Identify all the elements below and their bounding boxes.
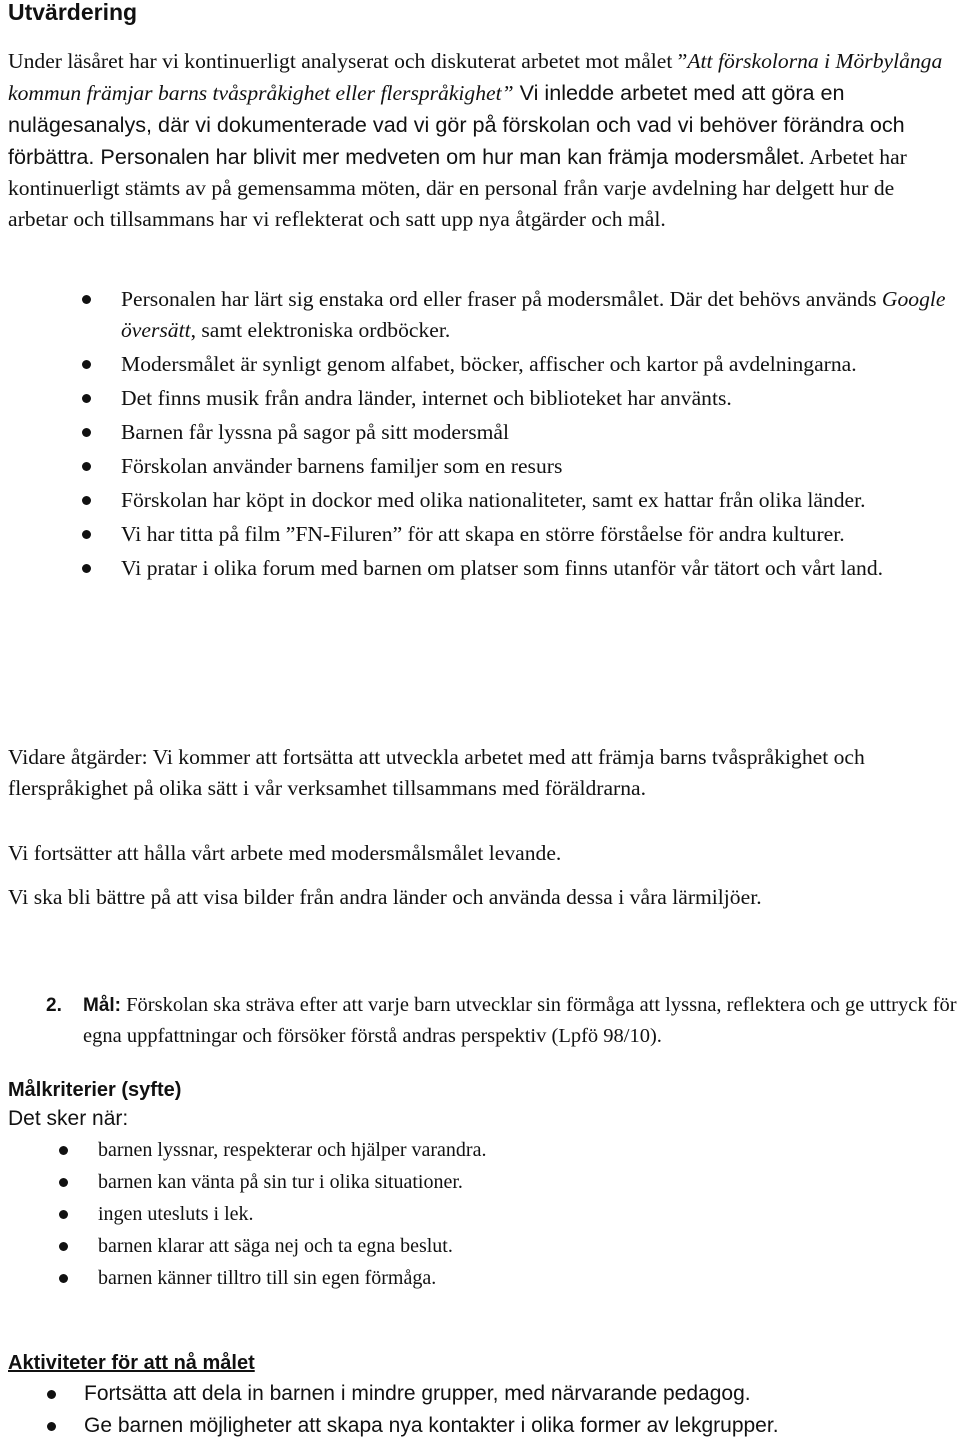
list-item: barnen känner tilltro till sin egen förmåga.: [0, 1262, 960, 1294]
intro-text-end: Arbetet har kontinuerligt stämts av på gemensamma möten, där en personal från varje avdelning har delgett hur de arbetar och tillsammans har vi reflekterat och satt upp nya åtgärder och mål.: [8, 145, 907, 231]
list-item: [0, 284, 960, 346]
intro-paragraph: [8, 46, 958, 235]
section-title: Utvärdering: [8, 0, 138, 25]
goal-item: [46, 990, 958, 1052]
list-item: Modersmålet är synligt genom alfabet, böcker, affischer och kartor på avdelningarna.: [0, 349, 960, 380]
list-item: Ge barnen möjligheter att skapa nya kontakter i olika former av lekgrupper.: [0, 1410, 960, 1442]
list-item: Vi pratar i olika forum med barnen om platser som finns utanför vår tätort och vårt land.: [0, 553, 960, 584]
list-item: Förskolan har köpt in dockor med olika nationaliteter, samt ex hattar från olika länder.: [0, 485, 960, 516]
list-item: barnen lyssnar, respekterar och hjälper varandra.: [0, 1134, 960, 1166]
list-item-text: Personalen har lärt sig enstaka ord eller fraser på modersmålet. Där det behövs används: [121, 287, 882, 311]
list-item-text: , samt elektroniska ordböcker.: [190, 318, 451, 342]
list-item: barnen klarar att säga nej och ta egna beslut.: [0, 1230, 960, 1262]
goal-text: [46, 990, 958, 1052]
list-item: ingen utesluts i lek.: [0, 1198, 960, 1230]
intro-text-start: Under läsåret har vi kontinuerligt analyserat och diskuterat arbetet mot målet ”: [8, 49, 688, 73]
criteria-heading: Målkriterier (syfte): [8, 1079, 182, 1101]
list-item: Fortsätta att dela in barnen i mindre grupper, med närvarande pedagog.: [0, 1378, 960, 1410]
activities-list: [0, 1378, 960, 1442]
intro-text-middle: Vi inledde arbetet med att göra en nulägesanalys, där vi dokumenterade vad vi gör på förskolan och vad vi behöver förändra och förbättra. Personalen har blivit mer medveten om hur man kan främja modersmålet.: [8, 80, 905, 169]
results-list: [0, 284, 960, 587]
continue-line: Vi fortsätter att hålla vårt arbete med modersmålsmålet levande.: [8, 841, 562, 865]
goal-description: Förskolan ska sträva efter att varje barn utvecklar sin förmåga att lyssna, reflektera och ge uttryck för egna uppfattningar och försöker förstå andras perspektiv (Lpfö 98/10).: [83, 994, 957, 1047]
goal-label: Mål:: [83, 995, 121, 1016]
criteria-list: [0, 1134, 960, 1294]
criteria-subheading: Det sker när:: [8, 1107, 129, 1130]
list-item-italic: Google översätt: [121, 287, 946, 342]
list-item: Det finns musik från andra länder, internet och biblioteket har använts.: [0, 383, 960, 414]
goal-quote: Att förskolorna i Mörbylånga kommun främjar barns tvåspråkighet eller flerspråkighet”: [8, 49, 943, 105]
goal-number: 2.: [46, 995, 62, 1016]
list-item: barnen kan vänta på sin tur i olika situationer.: [0, 1166, 960, 1198]
improve-line: Vi ska bli bättre på att visa bilder från andra länder och använda dessa i våra lärmiljöer.: [8, 885, 762, 909]
list-item: Vi har titta på film ”FN-Filuren” för att skapa en större förståelse för andra kulturer.: [0, 519, 960, 550]
next-steps-paragraph: Vidare åtgärder: Vi kommer att fortsätta att utveckla arbetet med att främja barns tvåspråkighet och flerspråkighet på olika sätt i vår verksamhet tillsammans med föräldrarna.: [8, 745, 865, 800]
list-item: Barnen får lyssna på sagor på sitt modersmål: [0, 417, 960, 448]
activities-heading: Aktiviteter för att nå målet: [8, 1352, 255, 1374]
list-item: Förskolan använder barnens familjer som en resurs: [0, 451, 960, 482]
